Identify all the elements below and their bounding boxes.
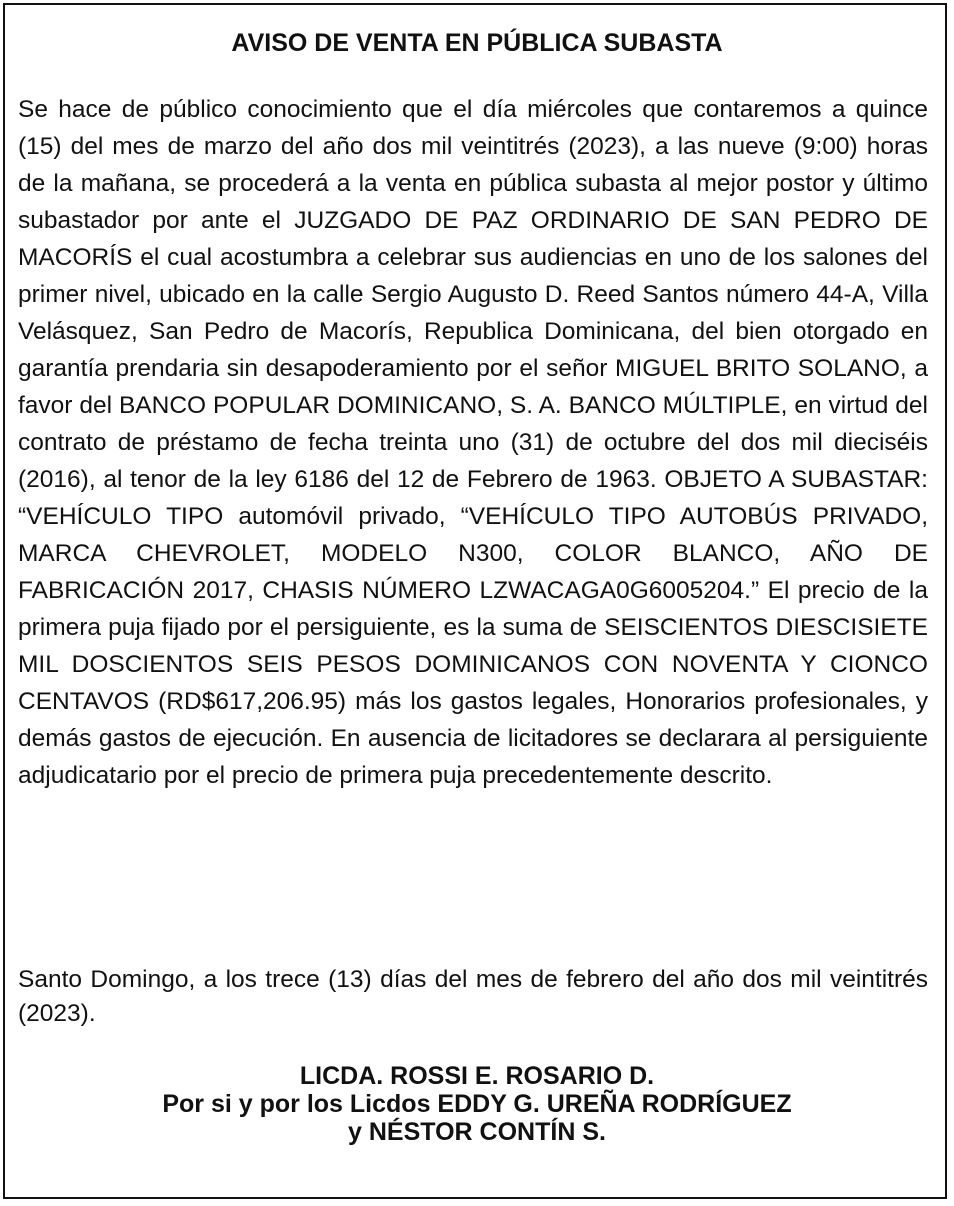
signature-name: LICDA. ROSSI E. ROSARIO D. xyxy=(299,1062,655,1090)
notice-closing: Santo Domingo, a los trece (13) días del mes de febrero del año dos mil veintitrés (2023). xyxy=(18,966,928,1027)
notice-body: Se hace de público conocimiento que el día miércoles que contaremos a quince (15) del mes de marzo del año dos mil veintitrés (2023), a las nueve (9:00) horas de la mañana, se procederá a la venta en pública subasta al mejor postor y último subastador por ante el JUZGADO DE PAZ ORDINARIO DE SAN PEDRO DE MACORÍS el cual acostumbra a celebrar sus audiencias en uno de los salones del primer nivel, ubicado en la calle Sergio Augusto D. Reed Santos número 44-A, Villa Velásquez, San Pedro de Macorís, Republica Dominicana, del bien otorgado en garantía prendaria sin desapoderamiento por el señor MIGUEL BRITO SOLANO, a favor del BANCO POPULAR DOMINICANO, S. A. BANCO MÚLTIPLE, en virtud del contrato de préstamo de fecha treinta uno (31) de octubre del dos mil dieciséis (2016), al tenor de la ley 6186 del 12 de Febrero de 1963. OBJETO A SUBASTAR: “VEHÍCULO TIPO automóvil privado, “VEHÍCULO TIPO AUTOBÚS PRIVADO, MARCA CHEVROLET, MODELO N300, COLOR BLANCO, AÑO DE FABRICACIÓN 2017, CHASIS NÚMERO LZWACAGA0G6005204.” El precio de la primera puja fijado por el persiguiente, es la suma de SEISCIENTOS DIESCISIETE MIL DOSCIENTOS SEIS PESOS DOMINICANOS CON NOVENTA Y CIONCO CENTAVOS (RD$617,206.95) más los gastos legales, Honorarios profesionales, y demás gastos de ejecución. En ausencia de licitadores se declarara al persiguiente adjudicatario por el precio de primera puja precedentemente descrito. xyxy=(18,96,928,789)
signature-line-2: Por si y por los Licdos EDDY G. UREÑA RODRÍGUEZ xyxy=(162,1090,792,1118)
signature-line-3: y NÉSTOR CONTÍN S. xyxy=(348,1118,606,1146)
signature-block xyxy=(0,1062,954,1146)
notice-title: AVISO DE VENTA EN PÚBLICA SUBASTA xyxy=(231,29,723,57)
